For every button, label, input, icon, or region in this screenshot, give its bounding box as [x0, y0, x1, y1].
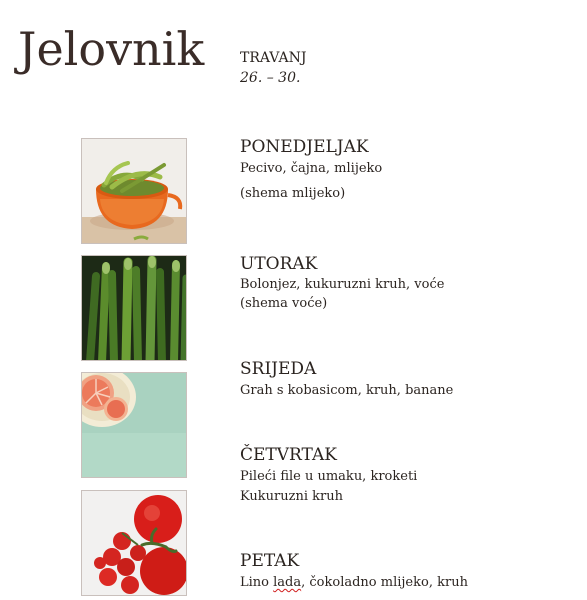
tomatoes-icon [82, 491, 187, 596]
day-tuesday-line: Bolonjez, kukuruzni kruh, voće [240, 277, 445, 292]
month-label: TRAVANJ [240, 50, 307, 66]
day-tuesday-heading: UTORAK [240, 254, 318, 274]
grapefruit-photo [81, 372, 187, 478]
green-beans-photo [81, 138, 187, 244]
day-monday-heading: PONEDJELJAK [240, 137, 369, 157]
day-thursday-heading: ČETVRTAK [240, 445, 337, 465]
day-wednesday-heading: SRIJEDA [240, 359, 317, 379]
day-tuesday-line: (shema voće) [240, 296, 328, 311]
day-thursday-line: Pileći file u umaku, kroketi [240, 469, 418, 484]
friday-line-part: , čokoladno mlijeko, kruh [301, 575, 468, 590]
date-range: 26. – 30. [240, 70, 301, 86]
day-monday-line: (shema mlijeko) [240, 186, 346, 201]
day-thursday-line: Kukuruzni kruh [240, 489, 343, 504]
spellcheck-word: lada [273, 575, 302, 590]
tomatoes-photo [81, 490, 187, 596]
friday-line-part: Lino [240, 575, 269, 590]
green-beans-bowl-icon [82, 139, 187, 244]
asparagus-photo [81, 255, 187, 361]
page-title: Jelovnik [18, 22, 205, 76]
asparagus-icon [82, 256, 187, 361]
day-friday-heading: PETAK [240, 551, 300, 571]
day-wednesday-line: Grah s kobasicom, kruh, banane [240, 383, 454, 398]
grapefruit-plate-icon [82, 373, 187, 478]
day-friday-line [240, 575, 468, 590]
day-monday-line: Pecivo, čajna, mlijeko [240, 161, 383, 176]
